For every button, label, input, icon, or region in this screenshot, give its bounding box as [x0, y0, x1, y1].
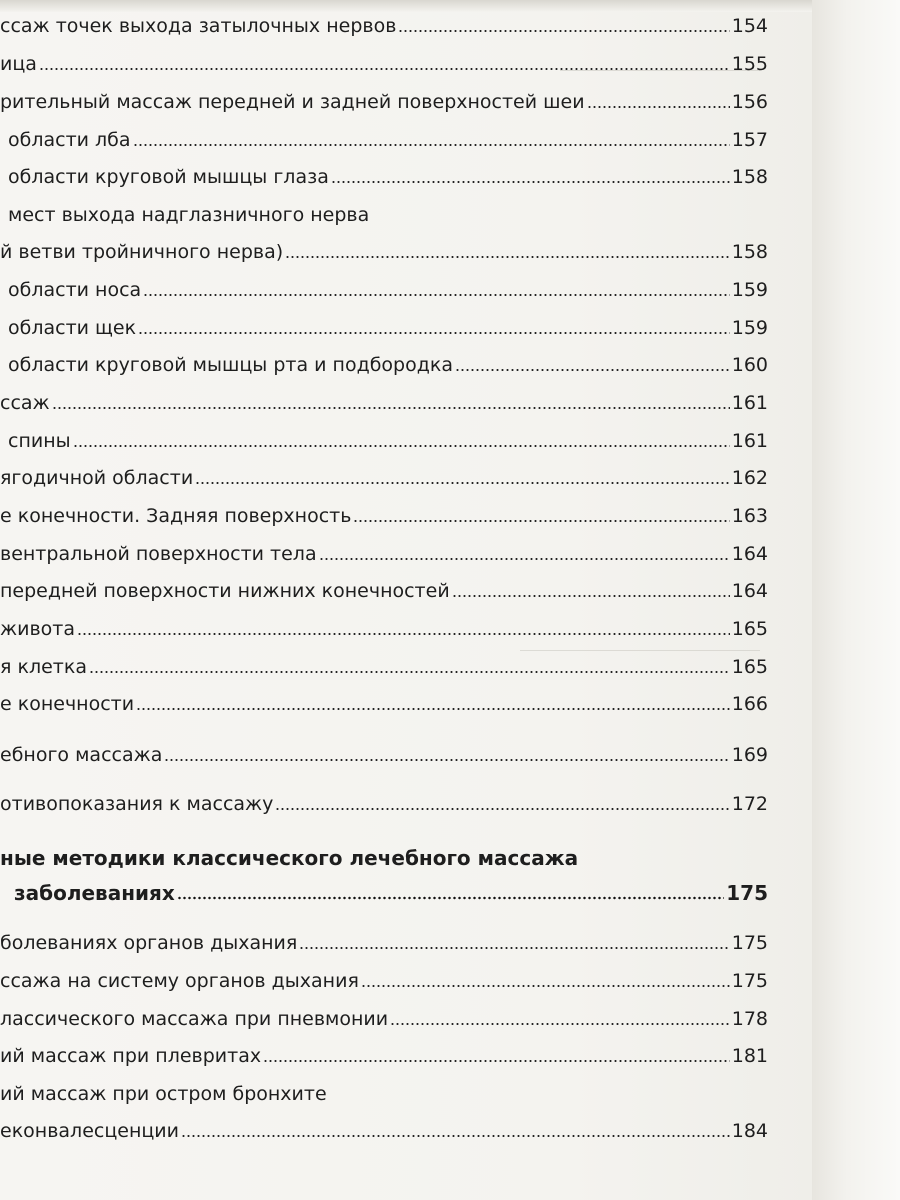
toc-entry — [0, 429, 768, 453]
toc-page-number: 178 — [731, 1008, 768, 1030]
toc-page-number: 160 — [731, 354, 768, 376]
toc-page-number: 175 — [726, 881, 768, 905]
toc-entry — [0, 316, 768, 340]
toc-entry — [0, 655, 768, 679]
toc-entry-title: й ветви тройничного нерва) — [0, 241, 284, 263]
toc-page-number: 172 — [731, 793, 768, 815]
toc-page-number: 175 — [731, 970, 768, 992]
toc-entry-title: ссаж — [0, 392, 50, 414]
toc-entry — [0, 52, 768, 76]
toc-entry-title: области лба — [8, 129, 131, 151]
toc-page-number: 161 — [731, 430, 768, 452]
toc-dot-leader — [181, 1134, 730, 1138]
toc-page-number: 158 — [731, 166, 768, 188]
toc-page-number: 169 — [731, 744, 768, 766]
toc-entry-title: еконвалесценции — [0, 1120, 180, 1142]
toc-entry-title: болеваниях органов дыхания — [0, 932, 298, 954]
toc-page-number: 165 — [731, 656, 768, 678]
toc-entry-title: е конечности. Задняя поверхность — [0, 505, 352, 527]
toc-entry-title: ица — [0, 53, 37, 75]
toc-dot-leader — [143, 293, 730, 297]
toc-page-number: 159 — [731, 279, 768, 301]
toc-dot-leader — [77, 632, 730, 636]
toc-entry-title: я клетка — [0, 656, 87, 678]
toc-page-number: 166 — [731, 693, 768, 715]
toc-entry — [0, 353, 768, 377]
toc-entry — [0, 203, 768, 227]
toc-page-number: 155 — [731, 53, 768, 75]
toc-dot-leader — [398, 29, 729, 33]
toc-page-number: 181 — [731, 1045, 768, 1067]
toc-entry — [0, 579, 768, 603]
toc-entry-title: отивопоказания к массажу — [0, 793, 274, 815]
toc-page-number: 154 — [731, 15, 768, 37]
toc-page-number: 156 — [731, 91, 768, 113]
toc-dot-leader — [52, 406, 730, 410]
toc-entry — [0, 1007, 768, 1031]
toc-dot-leader — [390, 1022, 730, 1026]
toc-entry — [0, 504, 768, 528]
toc-entry-title: рительный массаж передней и задней поверхностей шеи — [0, 91, 585, 113]
toc-entry — [0, 1119, 768, 1143]
toc-entry-title: передней поверхности нижних конечностей — [0, 580, 450, 602]
toc-entry-title: заболеваниях — [14, 881, 175, 905]
toc-entry-title: области круговой мышцы рта и подбородка — [8, 354, 453, 376]
toc-entry-title: ий массаж при остром бронхите — [0, 1083, 327, 1105]
toc-dot-leader — [138, 331, 730, 335]
toc-dot-leader — [73, 444, 730, 448]
toc-entry — [0, 881, 768, 905]
toc-entry — [0, 617, 768, 641]
toc-dot-leader — [263, 1059, 730, 1063]
toc-entry — [0, 466, 768, 490]
toc-page-number: 184 — [731, 1120, 768, 1142]
toc-entry-title: спины — [8, 430, 71, 452]
toc-entry — [0, 743, 768, 767]
toc-dot-leader — [133, 143, 730, 147]
toc-entry-title: ебного массажа — [0, 744, 163, 766]
toc-entry — [0, 931, 768, 955]
toc-dot-leader — [285, 255, 730, 259]
page-gutter-shadow — [812, 0, 900, 1200]
toc-entry — [0, 969, 768, 993]
toc-entry-title: живота — [0, 618, 75, 640]
toc-dot-leader — [361, 984, 730, 988]
toc-entry — [0, 391, 768, 415]
toc-page-number: 157 — [731, 129, 768, 151]
toc-page-number: 158 — [731, 241, 768, 263]
toc-entry-title: области круговой мышцы глаза — [8, 166, 329, 188]
toc-entry — [0, 278, 768, 302]
toc-dot-leader — [353, 519, 729, 523]
toc-entry-title: мест выхода надглазничного нерва — [8, 204, 370, 226]
toc-page-number: 161 — [731, 392, 768, 414]
toc-page-number: 164 — [731, 543, 768, 565]
toc-page-number: 162 — [731, 467, 768, 489]
toc-entry — [0, 165, 768, 189]
toc-entry-title: ссажа на систему органов дыхания — [0, 970, 359, 992]
toc-entry-title: ссаж точек выхода затылочных нервов — [0, 15, 397, 37]
toc-entry — [0, 692, 768, 716]
toc-page-number: 165 — [731, 618, 768, 640]
toc-entry — [0, 792, 768, 816]
toc-page-number: 164 — [731, 580, 768, 602]
toc-dot-leader — [587, 105, 730, 109]
toc-entry-title: области щек — [8, 317, 137, 339]
toc-dot-leader — [136, 707, 730, 711]
toc-entry — [0, 240, 768, 264]
toc-entry-title: ий массаж при плевритах — [0, 1045, 262, 1067]
toc-dot-leader — [455, 368, 730, 372]
toc-dot-leader — [299, 946, 729, 950]
toc-page-number: 175 — [731, 932, 768, 954]
toc-page-number: 159 — [731, 317, 768, 339]
toc-entry — [0, 846, 768, 870]
toc-dot-leader — [39, 67, 730, 71]
toc-dot-leader — [164, 758, 729, 762]
toc-entry — [0, 90, 768, 114]
toc-dot-leader — [177, 896, 724, 900]
toc-entry-title: вентральной поверхности тела — [0, 543, 317, 565]
toc-page-number: 163 — [731, 505, 768, 527]
toc-entry — [0, 542, 768, 566]
toc-entry — [0, 128, 768, 152]
toc-entry-title: ягодичной области — [0, 467, 194, 489]
toc-dot-leader — [331, 180, 730, 184]
toc-dot-leader — [319, 557, 730, 561]
toc-entry-title: ные методики классического лечебного массажа — [0, 846, 579, 870]
toc-dot-leader — [452, 594, 730, 598]
toc-dot-leader — [275, 807, 729, 811]
toc-entry — [0, 1082, 768, 1106]
toc-entry-title: лассического массажа при пневмонии — [0, 1008, 389, 1030]
toc-dot-leader — [89, 670, 730, 674]
toc-dot-leader — [195, 481, 730, 485]
toc-entry-title: е конечности — [0, 693, 135, 715]
toc-entry — [0, 14, 768, 38]
toc-entry — [0, 1044, 768, 1068]
toc-entry-title: области носа — [8, 279, 142, 301]
